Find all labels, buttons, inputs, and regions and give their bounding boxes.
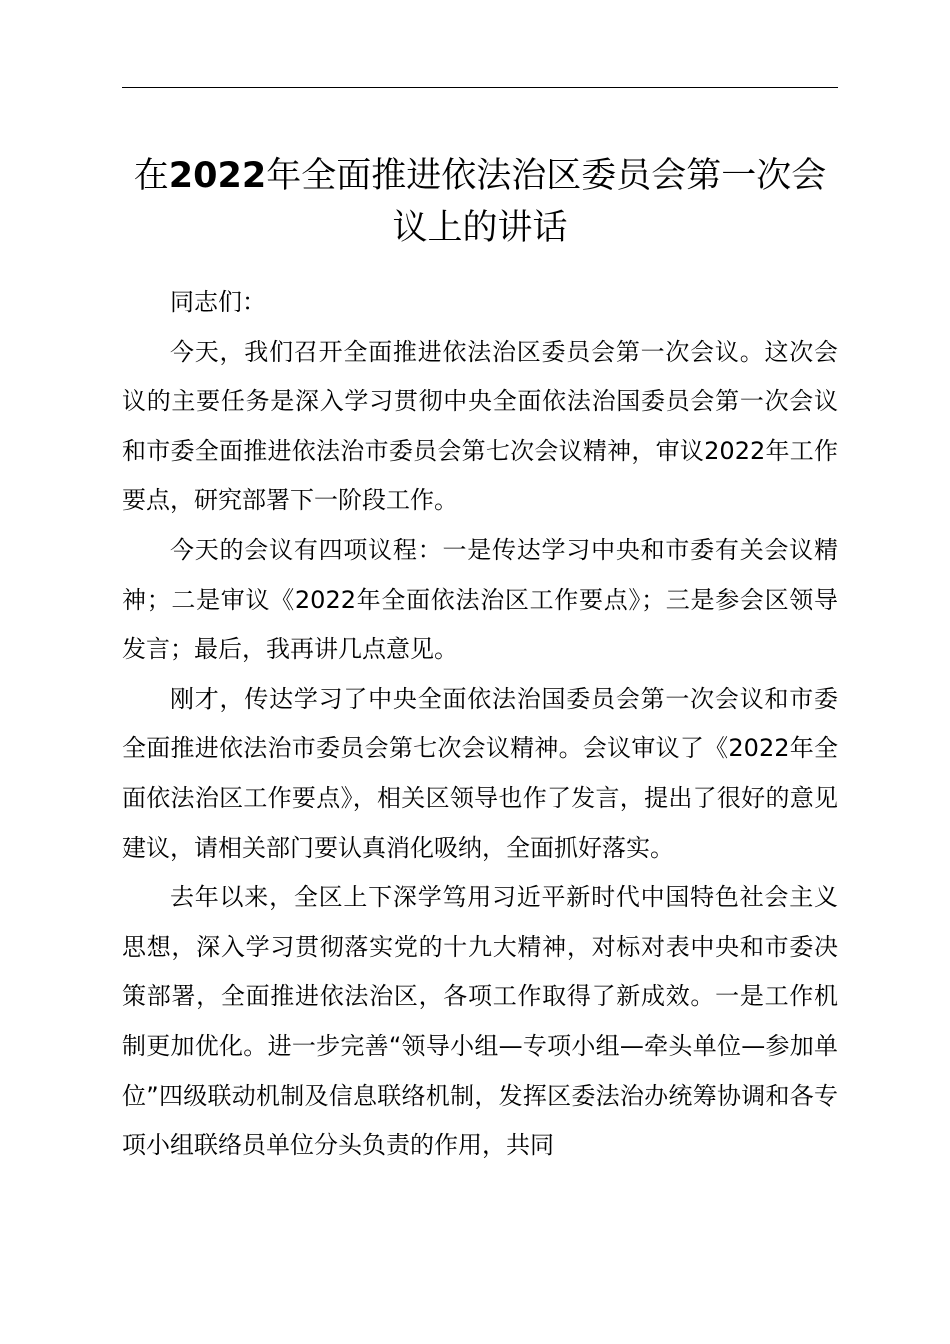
header-divider [122,87,838,88]
salutation-paragraph: 同志们： [170,288,266,316]
title-year: 2022 [168,156,267,196]
title-suffix: 年全面推进依法治区委员会第一次会议上的讲话 [266,156,827,248]
body-paragraph: 今天，我们召开全面推进依法治区委员会第一次会议。这次会议的主要任务是深入学习贯彻中央全面依法治国委员会第一次会议和市委全面推进依法治市委员会第七次会议精神，审议2022年工作要点，研究部署下一阶段工作。 [122,337,838,515]
body-paragraph: 去年以来，全区上下深学笃用习近平新时代中国特色社会主义思想，深入学习贯彻落实党的十九大精神，对标对表中央和市委决策部署，全面推进依法治区，各项工作取得了新成效。一是工作机制更加优化。进一步完善“领导小组—专项小组—牵头单位—参加单位”四级联动机制及信息联络机制，发挥区委法治办统筹协调和各专项小组联络员单位分头负责的作用，共同 [122,883,838,1160]
body-paragraph: 刚才，传达学习了中央全面依法治国委员会第一次会议和市委全面推进依法治市委员会第七次会议精神。会议审议了《2022年全面依法治区工作要点》，相关区领导也作了发言，提出了很好的意见建议，请相关部门要认真消化吸纳，全面抓好落实。 [122,684,838,862]
title-prefix: 在 [133,156,169,196]
speech-body [122,278,838,1171]
page-title [118,150,842,254]
body-paragraph: 今天的会议有四项议程：一是传达学习中央和市委有关会议精神；二是审议《2022年全面依法治区工作要点》；三是参会区领导发言；最后，我再讲几点意见。 [122,535,838,664]
